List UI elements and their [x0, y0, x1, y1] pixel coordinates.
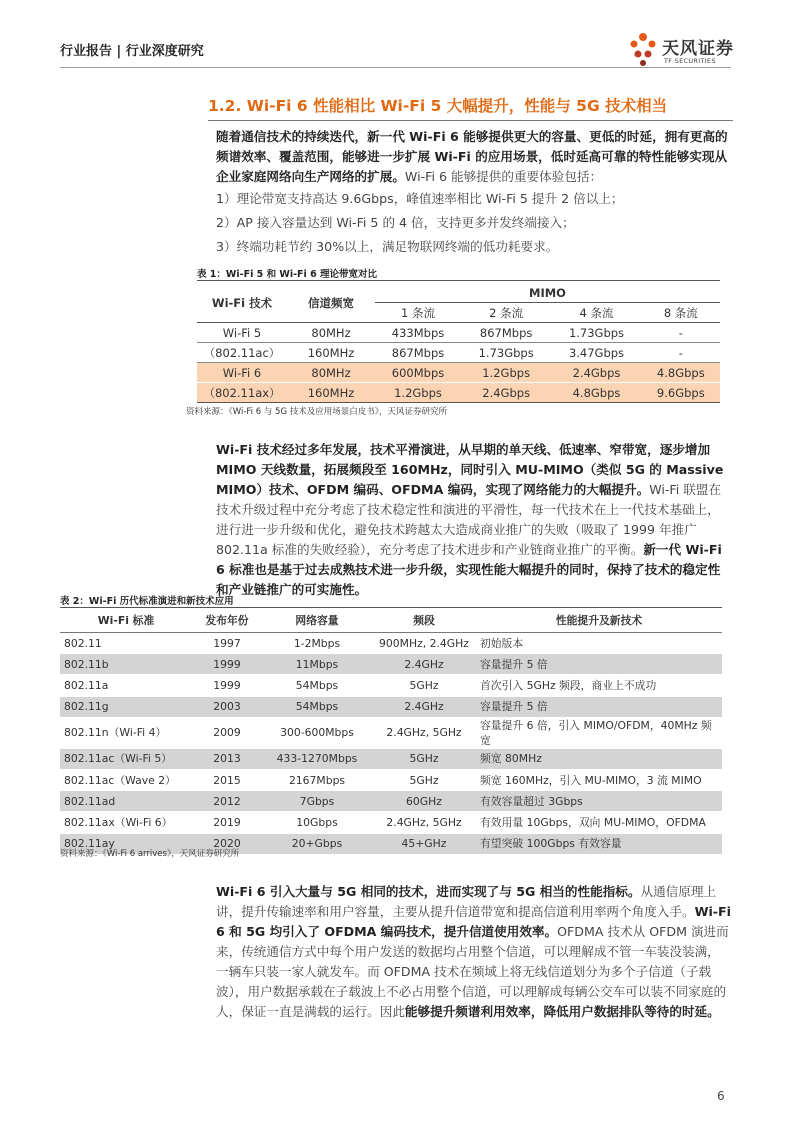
para3-normal1: 从通信原理上讲，提升传输速率和用户容量，主要从提升信道带宽和提高信道利用率两个角度入手。: [216, 884, 717, 919]
table-cell: 1-2Mbps: [262, 633, 372, 654]
table-cell: 433Mbps: [391, 325, 445, 340]
table-row: [60, 748, 722, 769]
table-cell: 10Gbps: [262, 812, 372, 833]
table-cell: 容量提升 6 倍，引入 MIMO/OFDM，40MHz 频宽: [476, 717, 722, 748]
para2-bold1: Wi-Fi 技术经过多年发展，技术平滑演进，从早期的单天线、低速率、窄带宽，逐步增加 MIMO 天线数量，拓展频段至 160MHz，同时引入 MU-MIMO（类似 5G 的 Massive MIMO）技术、OFDM 编码、OFDMA 编码，实现了网络能力的大幅提升。: [216, 442, 724, 497]
table-cell: 80MHz: [287, 363, 375, 383]
para3-normal2: OFDMA 技术从 OFDM 演进而来，传统通信方式中每个用户发送的数据均占用整个信道，可以理解成不管一车装没装满，一辆车只装一家人就发车。而 OFDMA 技术在频域上将无线信道划分为多个子信道（子载波），用户数据承载在子载波上不必占用整个信道，可以理解成每辆公交车可以装不同家庭的人，保证一直是满载的运行。因此: [216, 924, 729, 1019]
table-cell: 54Mbps: [262, 696, 372, 717]
table-cell: 802.11g: [60, 696, 192, 717]
table-cell: 2012: [192, 791, 262, 812]
table-cell: 1997: [192, 633, 262, 654]
table-cell: 20+Gbps: [262, 833, 372, 854]
table-cell: 802.11ad: [60, 791, 192, 812]
table-cell: 600Mbps: [375, 363, 461, 383]
logo-text: 天风证券: [662, 39, 734, 59]
table2-header: 网络容量: [262, 609, 372, 633]
table-cell: 5GHz: [372, 748, 476, 769]
table-cell: 802.11ay: [60, 833, 192, 854]
section-title: 1.2. Wi-Fi 6 性能相比 Wi-Fi 5 大幅提升，性能与 5G 技术相当: [208, 97, 668, 115]
table-cell: 867Mbps: [391, 345, 445, 360]
table1-stream-header: 2 条流: [489, 305, 524, 320]
table-cell: 初始版本: [476, 633, 722, 654]
table-cell: 60GHz: [372, 791, 476, 812]
table-cell: 802.11a: [60, 675, 192, 696]
table-cell: 频宽 80MHz: [476, 748, 722, 769]
table1-tech-name: Wi-Fi 6: [197, 363, 287, 383]
table-cell: 有效用量 10Gbps，双向 MU-MIMO，OFDMA: [476, 812, 722, 833]
table-cell: 1999: [192, 675, 262, 696]
table-cell: 1.2Gbps: [375, 383, 461, 403]
table-cell: 2020: [192, 833, 262, 854]
table1-top-rule: [197, 280, 720, 281]
table-cell: 2013: [192, 748, 262, 769]
table-cell: 容量提升 5 倍: [476, 654, 722, 675]
table1-header-bandwidth: 信道频宽: [308, 295, 354, 310]
intro-bold: 随着通信技术的持续迭代，新一代 Wi-Fi 6 能够提供更大的容量、更低的时延，拥有更高的频谱效率、覆盖范围，能够进一步扩展 Wi-Fi 的应用场景，低时延高可靠的特性能够实现从企业家庭网络向生产网络的扩展。: [216, 129, 728, 184]
table-row: [60, 812, 722, 833]
table-cell: 2003: [192, 696, 262, 717]
table-cell: 2.4GHz, 5GHz: [372, 717, 476, 748]
table-cell: 2019: [192, 812, 262, 833]
table-cell: 首次引入 5GHz 频段，商业上不成功: [476, 675, 722, 696]
intro-normal: Wi-Fi 6 能够提供的重要体验包括：: [404, 169, 603, 184]
table-cell: 1.73Gbps: [478, 345, 534, 360]
table-row: [60, 717, 722, 748]
table-cell: 45+GHz: [372, 833, 476, 854]
feature-list: [216, 189, 732, 261]
table-cell: 频宽 160MHz，引入 MU-MIMO，3 流 MIMO: [476, 769, 722, 790]
table-row: [60, 633, 722, 654]
page-number: 6: [717, 1089, 725, 1103]
table2-top-rule: [60, 607, 722, 608]
table-cell: 有效容量超过 3Gbps: [476, 791, 722, 812]
table-row: [60, 675, 722, 696]
para2-normal: Wi-Fi 联盟在技术升级过程中充分考虑了技术稳定性和演进的平滑性，每一代技术在上一代技术基础上，进行进一步升级和优化，避免技术跨越太大造成商业推广的失败（吸取了 1999 年推广 802.11a 标准的失败经验），充分考虑了技术进步和产业链商业推广的平衡。: [216, 482, 722, 557]
table1-tech-std: （802.11ac）: [203, 345, 281, 360]
table2-header: 频段: [372, 609, 476, 633]
table-cell: 2.4GHz, 5GHz: [372, 812, 476, 833]
table-cell: 802.11: [60, 633, 192, 654]
table1-header-mimo: MIMO: [375, 283, 720, 303]
table2-source: 资料来源：《Wi-Fi 6 arrives》，天风证券研究所: [60, 849, 240, 859]
table-cell: 300-600Mbps: [262, 717, 372, 748]
table-cell: 有望突破 100Gbps 有效容量: [476, 833, 722, 854]
table-row: [60, 791, 722, 812]
company-logo: [626, 30, 736, 70]
table-cell: 1999: [192, 654, 262, 675]
table-cell: 1.73Gbps: [568, 325, 625, 340]
table-cell: 2.4GHz: [372, 696, 476, 717]
table-row: [60, 769, 722, 790]
table1-tech-name: Wi-Fi 5: [222, 325, 262, 340]
ofdma-paragraph: [216, 882, 732, 1022]
title-divider: [208, 120, 733, 121]
table1-source: 资料来源：《Wi-Fi 6 与 5G 技术及应用场景白皮书》，天风证券研究所: [186, 407, 447, 417]
table-cell: 4.8Gbps: [551, 383, 641, 403]
table-cell: -: [678, 325, 683, 340]
list-item: 2）AP 接入容量达到 Wi-Fi 5 的 4 倍，支持更多并发终端接入；: [216, 215, 575, 230]
table-cell: 1.2Gbps: [461, 363, 551, 383]
list-item: 3）终端功耗节约 30%以上，满足物联网终端的低功耗要求。: [216, 239, 559, 254]
table-cell: 5GHz: [372, 769, 476, 790]
para3-bold1: Wi-Fi 6 引入大量与 5G 相同的技术，进而实现了与 5G 相当的性能指标。: [216, 884, 641, 899]
logo-subtext: TF SECURITIES: [664, 57, 716, 65]
para3-bold3: 能够提升频谱利用效率，降低用户数据排队等待的时延。: [404, 1004, 720, 1019]
table2-header: 性能提升及新技术: [476, 609, 722, 633]
table-cell: 容量提升 5 倍: [476, 696, 722, 717]
table1-stream-header: 8 条流: [663, 305, 698, 320]
table-cell: 2015: [192, 769, 262, 790]
table1-tech-std: （802.11ax）: [197, 383, 287, 403]
logo-flame-icon: [626, 30, 660, 70]
table-cell: 2.4Gbps: [551, 363, 641, 383]
table-cell: 2.4Gbps: [461, 383, 551, 403]
table-cell: -: [678, 345, 683, 360]
table-cell: 867Mbps: [479, 325, 533, 340]
report-header: 行业报告 | 行业深度研究: [60, 44, 204, 59]
table-cell: 3.47Gbps: [568, 345, 625, 360]
table-cell: 2167Mbps: [262, 769, 372, 790]
table-cell: 11Mbps: [262, 654, 372, 675]
table2-header: 发布年份: [192, 609, 262, 633]
table-cell: 160MHz: [307, 345, 355, 360]
table2-header: Wi-Fi 标准: [60, 609, 192, 633]
list-item: 1）理论带宽支持高达 9.6Gbps，峰值速率相比 Wi-Fi 5 提升 2 倍以上；: [216, 191, 624, 206]
para2-bold2: 新一代 Wi-Fi 6 标准也是基于过去成熟技术进一步升级，实现性能大幅提升的同时，保持了技术的稳定性和产业链推广的可实施性。: [216, 542, 722, 597]
table-cell: 802.11b: [60, 654, 192, 675]
table1-stream-header: 4 条流: [579, 305, 614, 320]
table-cell: 7Gbps: [262, 791, 372, 812]
table-row: [60, 654, 722, 675]
table-cell: 54Mbps: [262, 675, 372, 696]
table-cell: 802.11ac（Wi-Fi 5）: [60, 748, 192, 769]
table-cell: 80MHz: [311, 325, 351, 340]
table-cell: 4.8Gbps: [642, 363, 720, 383]
table-cell: 2009: [192, 717, 262, 748]
intro-paragraph: [216, 127, 732, 187]
table-cell: 433-1270Mbps: [262, 748, 372, 769]
table-cell: 160MHz: [287, 383, 375, 403]
table-cell: 802.11ac（Wave 2）: [60, 769, 192, 790]
table-cell: 9.6Gbps: [642, 383, 720, 403]
table-cell: 802.11ax（Wi-Fi 6）: [60, 812, 192, 833]
table-cell: 900MHz, 2.4GHz: [372, 633, 476, 654]
evolution-paragraph: [216, 440, 732, 600]
para3-bold2: Wi-Fi 6 和 5G 均引入了 OFDMA 编码技术，提升信道使用效率。: [216, 904, 731, 939]
table-cell: 802.11n（Wi-Fi 4）: [60, 717, 192, 748]
wifi-standards-table: [60, 609, 722, 855]
table1-stream-header: 1 条流: [401, 305, 435, 320]
table-cell: 5GHz: [372, 675, 476, 696]
table-cell: 2.4GHz: [372, 654, 476, 675]
table2-caption: 表 2：Wi-Fi 历代标准演进和新技术应用: [60, 596, 234, 607]
table-row: [60, 696, 722, 717]
table1-header-tech: Wi-Fi 技术: [211, 295, 273, 310]
bandwidth-table: [197, 283, 720, 403]
table1-caption: 表 1：Wi-Fi 5 和 Wi-Fi 6 理论带宽对比: [197, 269, 378, 280]
